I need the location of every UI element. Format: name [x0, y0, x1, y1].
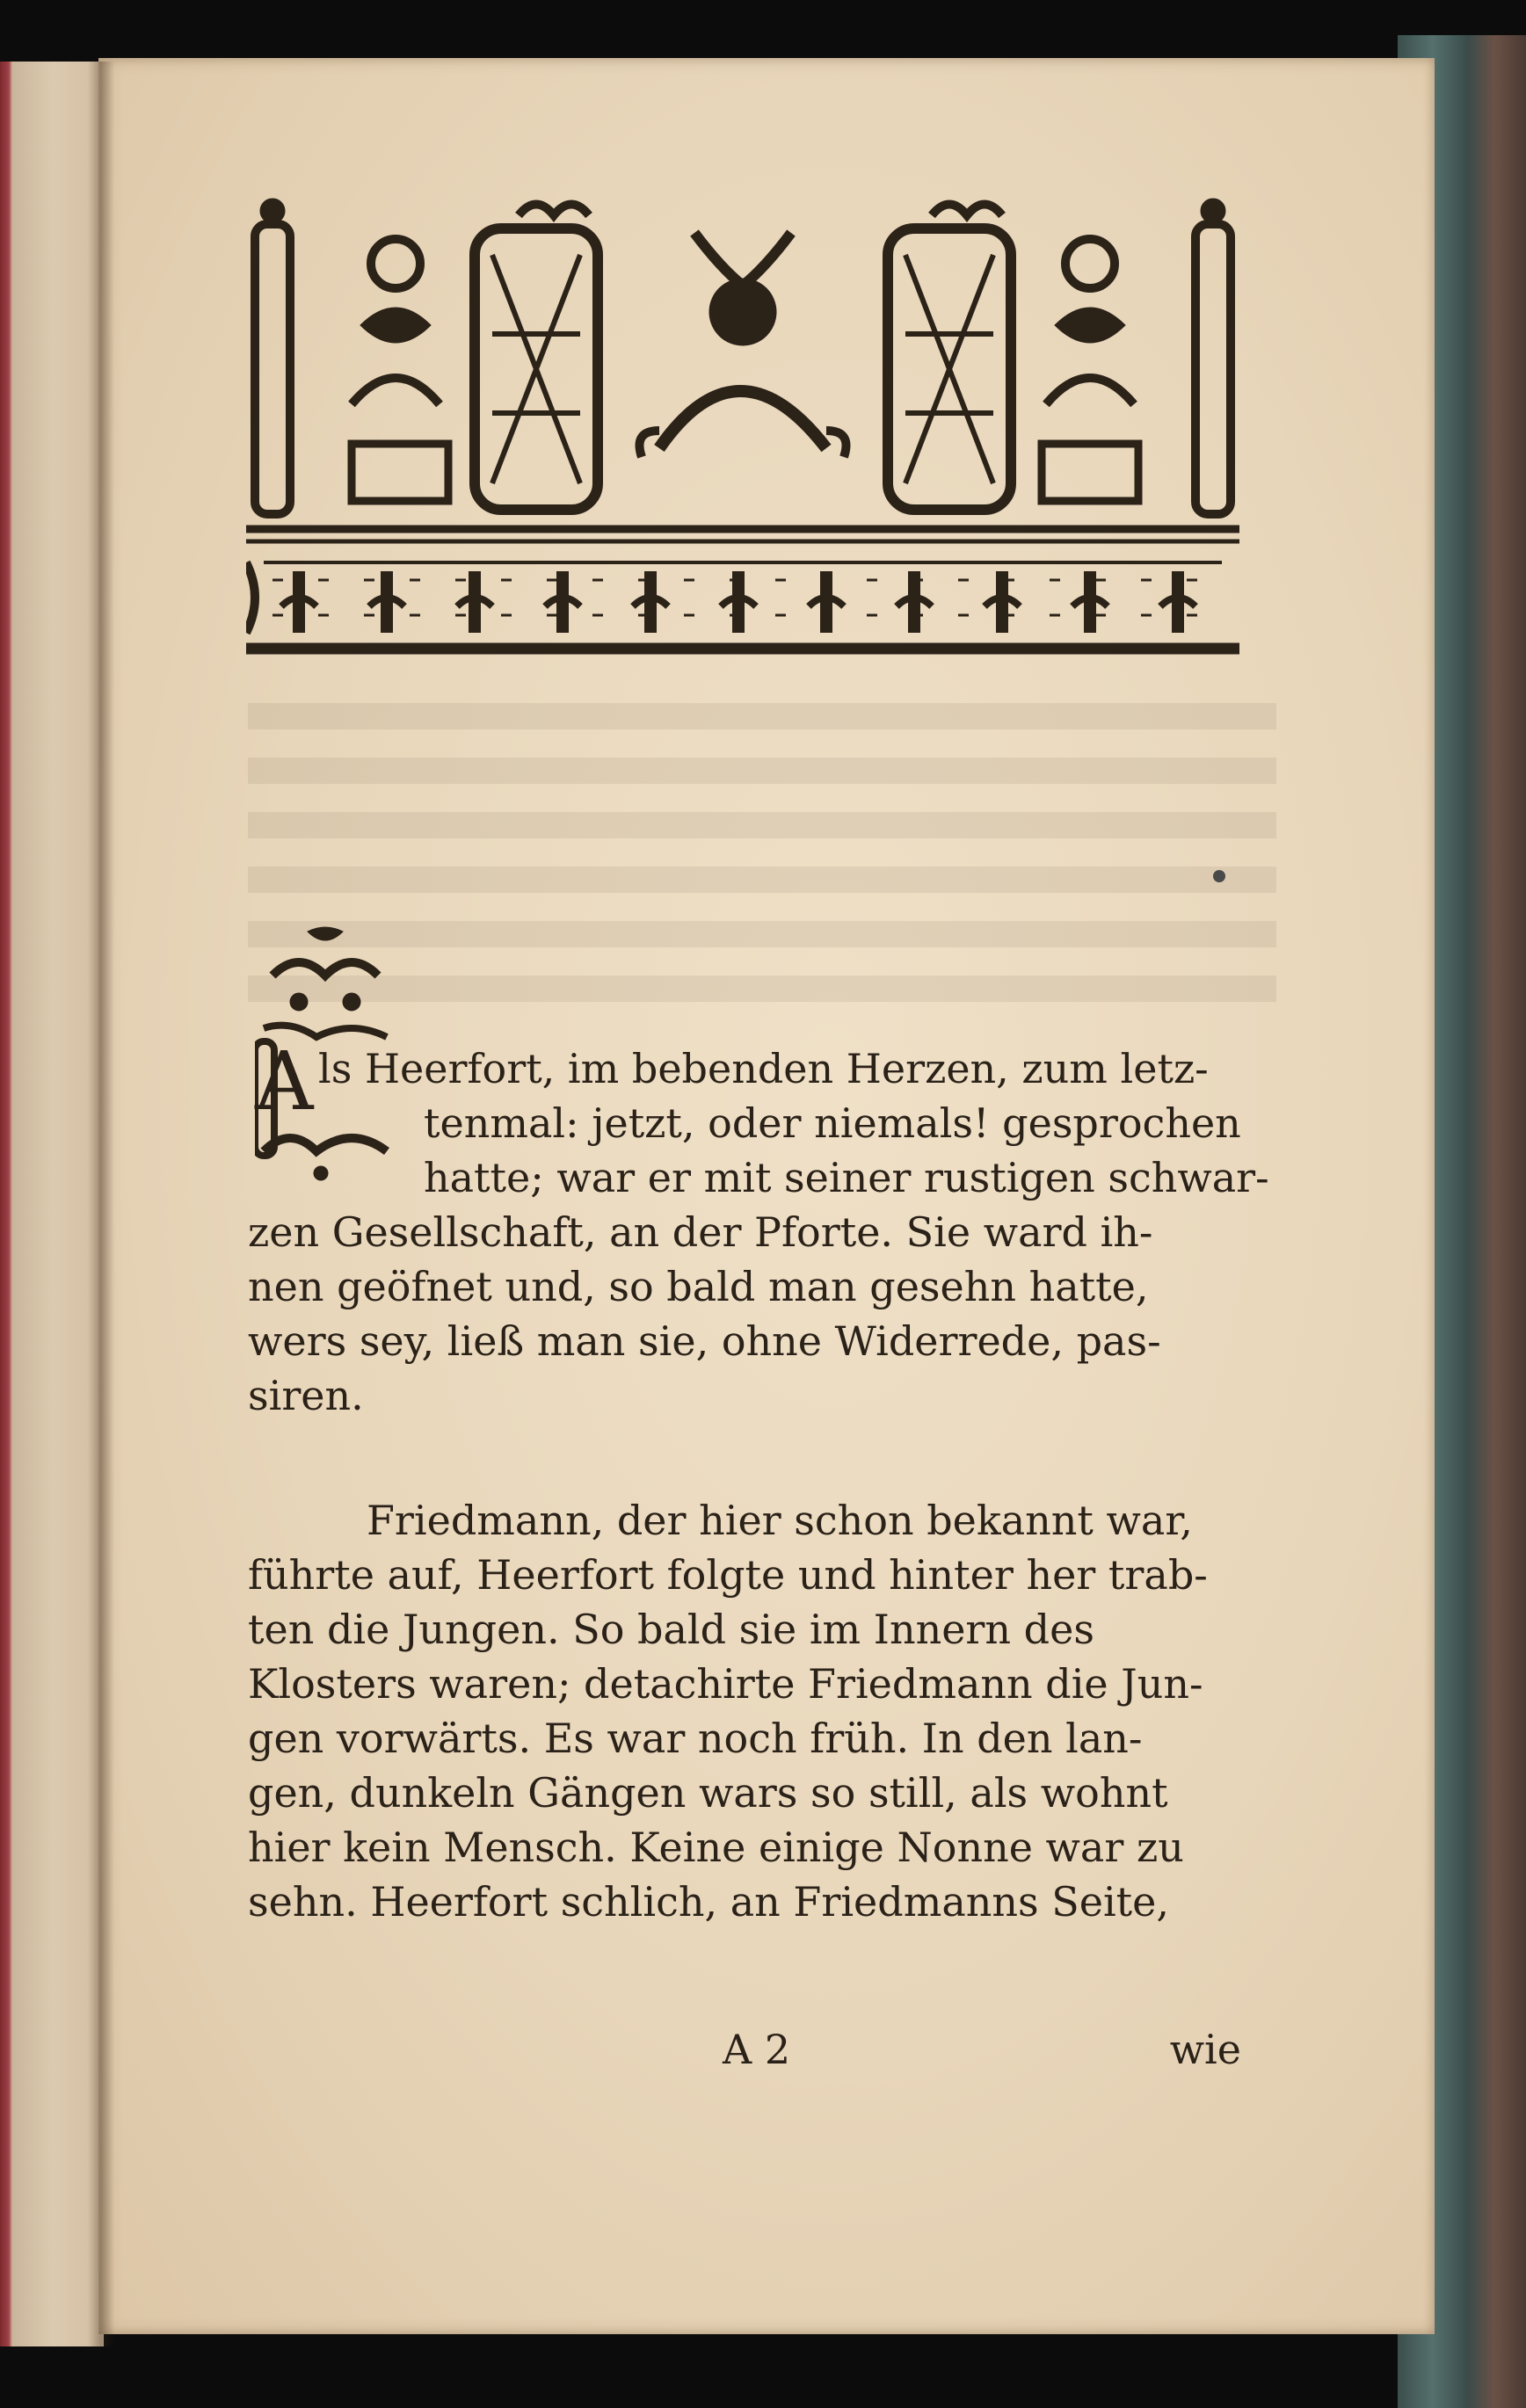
text-line: siren.	[248, 1372, 364, 1419]
text-line: ten die Jungen. So bald sie im Innern des	[248, 1606, 1094, 1653]
show-through-text	[248, 703, 1276, 1019]
headpiece-ornament	[246, 193, 1239, 659]
paper-speck	[1213, 870, 1225, 882]
signature-mark: A 2	[723, 2026, 791, 2073]
text-line: hier kein Mensch. Keine einige Nonne war zu	[248, 1824, 1184, 1871]
catchword: wie	[1169, 2026, 1241, 2073]
text-line: gen, dunkeln Gängen wars so still, als wohnt	[248, 1769, 1168, 1817]
text-line: führte auf, Heerfort folgte und hinter her trab-	[248, 1551, 1208, 1599]
text-line: nen geöfnet und, so bald man gesehn hatte,	[248, 1263, 1149, 1310]
text-line: Friedmann, der hier schon bekannt war,	[367, 1497, 1193, 1544]
page-gutter	[88, 62, 114, 2346]
paragraph-2	[248, 1493, 1276, 1929]
text-line: tenmal: jetzt, oder niemals! gesprochen	[424, 1099, 1241, 1147]
text-line: hatte; war er mit seiner rustigen schwar-	[424, 1154, 1269, 1201]
text-line: zen Gesellschaft, an der Pforte. Sie ward ih-	[248, 1208, 1153, 1256]
text-line: wers sey, ließ man sie, ohne Widerrede, pas-	[248, 1317, 1161, 1365]
paragraph-1	[248, 1034, 1276, 1423]
drop-cap-letter: A	[255, 1034, 314, 1128]
text-line: sehn. Heerfort schlich, an Friedmanns Seite,	[248, 1878, 1170, 1926]
body-text	[248, 1034, 1276, 1929]
text-line: ls Heerfort, im bebenden Herzen, zum letz-	[318, 1045, 1209, 1092]
page-footer	[248, 2026, 1276, 2087]
text-line: Klosters waren; detachirte Friedmann die Jun-	[248, 1660, 1203, 1708]
text-line: gen vorwärts. Es war noch früh. In den lan-	[248, 1715, 1143, 1762]
